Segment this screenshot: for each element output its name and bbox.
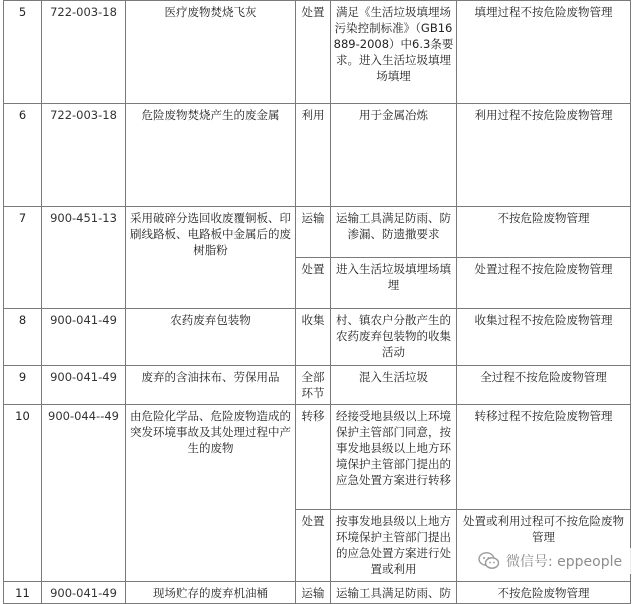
stage: 处置	[296, 1, 331, 104]
exemption-content: 收集过程不按危险废物管理	[457, 309, 631, 366]
exemption-content: 不按危险废物管理	[457, 207, 631, 258]
table-row	[4, 309, 631, 366]
wechat-watermark	[478, 548, 638, 574]
waste-name: 废弃的含油抹布、劳保用品	[126, 366, 296, 405]
waste-code: 900-041-49	[42, 366, 126, 405]
stage: 利用	[296, 104, 331, 207]
stage: 收集	[296, 309, 331, 366]
waste-code: 722-003-18	[42, 104, 126, 207]
waste-code: 900-041-49	[42, 582, 126, 604]
row-number: 11	[4, 582, 42, 604]
row-number: 9	[4, 366, 42, 405]
hazardous-waste-exemption-table	[3, 0, 631, 604]
stage: 转移	[296, 405, 331, 510]
stage: 运输	[296, 207, 331, 258]
exemption-condition: 满足《生活垃圾填埋场污染控制标准》（GB16889-2008）中6.3条要求。进入生活垃圾填埋场填埋	[331, 1, 457, 104]
exemption-condition: 用于金属冶炼	[331, 104, 457, 207]
waste-code: 900-451-13	[42, 207, 126, 309]
table-row	[4, 366, 631, 405]
exemption-condition: 按事发地县级以上地方环境保护主管部门提出的应急处置方案进行处置或利用	[331, 510, 457, 582]
row-number: 6	[4, 104, 42, 207]
exemption-content: 不按危险废物管理	[457, 582, 631, 604]
stage: 全部环节	[296, 366, 331, 405]
table-row	[4, 1, 631, 104]
table-row	[4, 104, 631, 207]
row-number: 8	[4, 309, 42, 366]
exemption-content: 处置或利用过程可不按危险废物管理	[457, 510, 631, 582]
exemption-condition: 混入生活垃圾	[331, 366, 457, 405]
waste-code: 722-003-18	[42, 1, 126, 104]
table-row	[4, 582, 631, 604]
table-row	[4, 207, 631, 258]
waste-name: 医疗废物焚烧飞灰	[126, 1, 296, 104]
exemption-content: 处置过程不按危险废物管理	[457, 258, 631, 309]
exemption-condition: 运输工具满足防雨、防	[331, 582, 457, 604]
stage: 处置	[296, 510, 331, 582]
exemption-condition: 运输工具满足防雨、防渗漏、防遗撒要求	[331, 207, 457, 258]
waste-name: 采用破碎分选回收废覆铜板、印刷线路板、电路板中金属后的废树脂粉	[126, 207, 296, 309]
row-number: 7	[4, 207, 42, 309]
watermark-text: 微信号: eppeople	[506, 554, 623, 570]
stage: 处置	[296, 258, 331, 309]
row-number: 5	[4, 1, 42, 104]
exemption-condition: 进入生活垃圾填埋场填埋	[331, 258, 457, 309]
waste-name: 现场贮存的废弃机油桶	[126, 582, 296, 604]
exemption-condition: 村、镇农户分散产生的农药废弃包装物的收集活动	[331, 309, 457, 366]
waste-code: 900-044--49	[42, 405, 126, 582]
wechat-icon	[478, 551, 500, 571]
waste-name: 危险废物焚烧产生的废金属	[126, 104, 296, 207]
exemption-content: 填埋过程不按危险废物管理	[457, 1, 631, 104]
exemption-content: 利用过程不按危险废物管理	[457, 104, 631, 207]
exemption-content: 全过程不按危险废物管理	[457, 366, 631, 405]
row-number: 10	[4, 405, 42, 582]
stage: 运输	[296, 582, 331, 604]
exemption-content: 转移过程不按危险废物管理	[457, 405, 631, 510]
exemption-condition: 经接受地县级以上环境保护主管部门同意，按事发地县级以上地方环境保护主管部门提出的应急处置方案进行转移	[331, 405, 457, 510]
waste-code: 900-041-49	[42, 309, 126, 366]
waste-name: 农药废弃包装物	[126, 309, 296, 366]
table-row	[4, 405, 631, 510]
waste-name: 由危险化学品、危险废物造成的突发环境事故及其处理过程中产生的废物	[126, 405, 296, 582]
